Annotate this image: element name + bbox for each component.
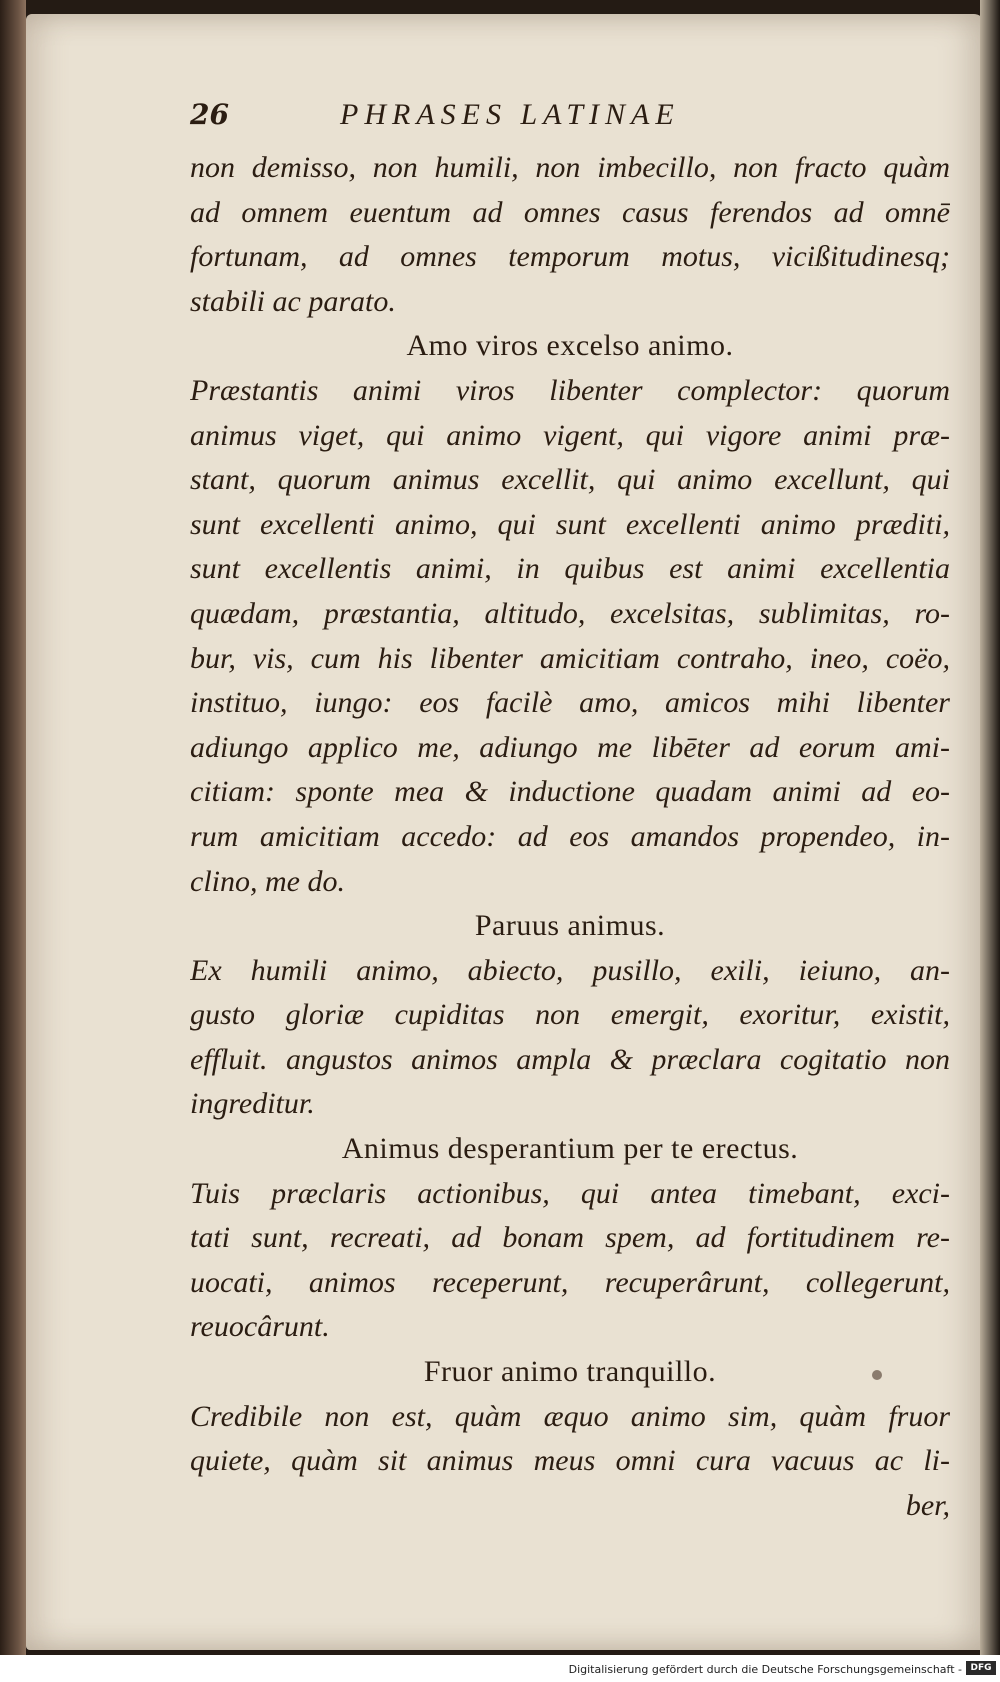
text-line: non demisso, non humili, non imbecillo, non fracto quàm [190, 151, 950, 184]
text-line: quiete, quàm sit animus meus omni cura vacuus ac li- [190, 1444, 950, 1478]
section-heading: Fruor animo tranquillo. [423, 1355, 717, 1389]
text-line: ad omnem euentum ad omnes casus ferendos ad omnē [190, 195, 950, 229]
ink-blot [872, 1370, 882, 1380]
footer-credit: Digitalisierung gefördert durch die Deutsche Forschungsgemeinschaft - [568, 1663, 962, 1676]
text-line: instituo, iungo: eos facilè amo, amicos mihi libenter [190, 686, 950, 720]
text-line: Præstantis animi viros libenter complector: quorum [190, 373, 950, 407]
text-line: stant, quorum animus excellit, qui animo excellunt, qui [190, 463, 950, 497]
text-line: stabili ac parato. [190, 284, 396, 318]
text-line: quædam, præstantia, altitudo, excelsitas, sublimitas, ro- [190, 596, 950, 630]
text-line: uocati, animos receperunt, recuperârunt, collegerunt, [190, 1265, 950, 1299]
text-line: clino, me do. [190, 864, 345, 898]
text-line: bur, vis, cum his libenter amicitiam contraho, ineo, coëo, [190, 641, 950, 675]
text-line: gusto gloriæ cupiditas non emergit, exoritur, existit, [190, 998, 950, 1032]
text-line: Credibile non est, quàm æquo animo sim, quàm fruor [190, 1399, 950, 1433]
section-heading: Amo viros excelso animo. [406, 329, 734, 363]
text-line: ingreditur. [190, 1087, 315, 1121]
text-line: effluit. angustos animos ampla & præclara cogitatio non [190, 1042, 950, 1076]
section-heading: Paruus animus. [474, 909, 666, 943]
running-title: PHRASES LATINAE [340, 98, 680, 131]
page-text-block [190, 98, 950, 1528]
text-line: adiungo applico me, adiungo me libēter ad eorum ami- [190, 730, 950, 764]
text-line: tati sunt, recreati, ad bonam spem, ad fortitudinem re- [190, 1221, 950, 1255]
text-line: Ex humili animo, abiecto, pusillo, exili, ieiuno, an- [190, 953, 950, 987]
text-line: rum amicitiam accedo: ad eos amandos propendeo, in- [190, 819, 950, 853]
catchword: ber, [905, 1488, 950, 1522]
text-line: animus viget, qui animo vigent, qui vigore animi præ- [190, 418, 950, 452]
digitization-footer [0, 1655, 1000, 1682]
text-line: sunt excellentis animi, in quibus est animi excellentia [190, 552, 950, 586]
text-line: reuocârunt. [190, 1310, 330, 1344]
section-heading: Animus desperantium per te erectus. [341, 1132, 799, 1166]
page-header [190, 98, 950, 142]
page-number: 26 [190, 98, 229, 131]
text-line: citiam: sponte mea & inductione quadam animi ad eo- [190, 775, 950, 809]
text-line: Tuis præclaris actionibus, qui antea timebant, exci- [190, 1176, 950, 1210]
book-gutter [0, 0, 26, 1682]
text-line: sunt excellenti animo, qui sunt excellenti animo præditi, [190, 507, 950, 541]
text-line: fortunam, ad omnes temporum motus, vicißitudinesq; [190, 240, 950, 274]
text-lines [190, 146, 950, 1528]
page-edge [980, 0, 1000, 1682]
dfg-logo: DFG [966, 1661, 996, 1675]
